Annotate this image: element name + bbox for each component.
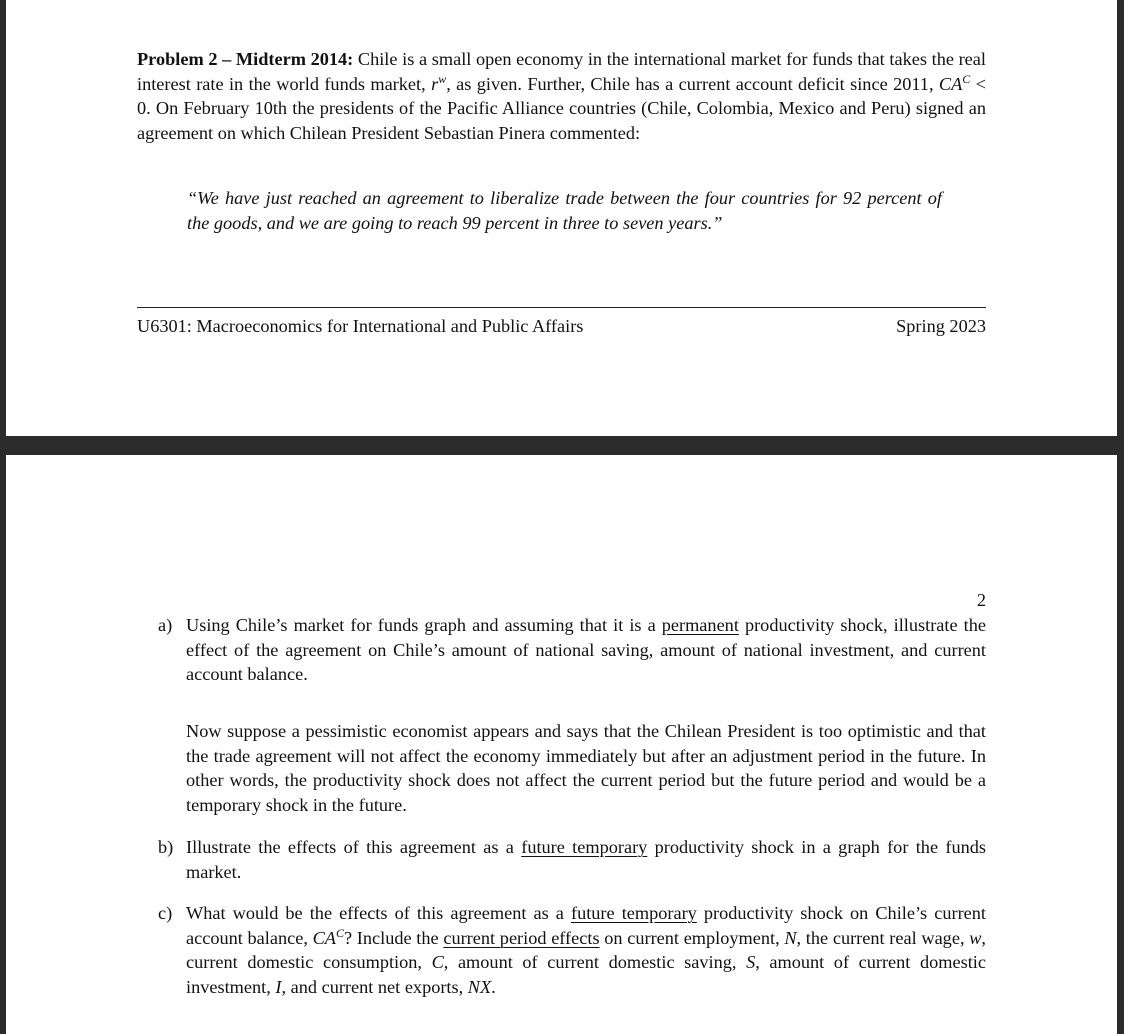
question-c [137,901,986,999]
question-a [137,613,986,687]
underlined-term: permanent [661,615,739,635]
problem-text-3: < 0. On February 10th the presidents of the Pacific Alliance countries (Chile, Colombia, Mexico and Peru) signed an agreement on which Chilean President Sebastian Pinera commented: [137,73,986,143]
text: , amount of current domestic investment, [186,952,986,997]
sup-c: C [962,71,971,86]
footer-divider [137,307,986,308]
var-c: C [431,952,444,973]
text: . [491,976,496,997]
problem-text-1: Chile is a small open economy in the international market for funds that takes the real interest rate in the world funds market, [137,49,986,94]
paragraph-text: Now suppose a pessimistic economist appears and says that the Chilean President is too optimistic and that the trade agreement will not affect the economy immediately but after an adjustment period in the future. In other words, the productivity shock does not affect the current period but the future period and would be a temporary shock in the future. [186,721,986,815]
problem-heading: Problem 2 – Midterm 2014: [137,49,354,69]
text: productivity shock, illustrate the effect of the agreement on Chile’s amount of national saving, amount of national investment, and current account balance. [186,615,986,685]
text: productivity shock in a graph for the funds market. [186,837,986,882]
var-r: r [431,73,439,94]
question-b-text [186,835,986,884]
term-label: Spring 2023 [896,316,986,336]
sup-w: w [438,71,447,86]
page-separator [0,436,1124,455]
pessimist-paragraph [137,719,986,817]
var-ca: CA [312,927,336,948]
text: , current domestic consumption, [186,927,986,973]
question-a-text [186,613,986,687]
pdf-page-2 [6,455,1117,1034]
text: on current employment, [599,927,785,948]
var-i: I [275,976,282,997]
var-w: w [969,927,982,948]
var-s: S [746,952,756,973]
pdf-page-1 [6,0,1117,436]
problem-text-2: , as given. Further, Chile has a current account deficit since 2011, [446,73,939,94]
question-label: a) [158,615,173,635]
underlined-term: current period effects [443,927,600,948]
text: ? Include the [344,927,444,948]
page-number: 2 [976,590,986,610]
underlined-term: future temporary [521,837,648,857]
text: productivity shock on Chile’s current account balance, [186,903,986,948]
pinera-quote: “We have just reached an agreement to liberalize trade between the four countries for 92 percent of the goods, and we are going to reach 99 percent in three to seven years.” [187,188,942,233]
text: What would be the effects of this agreement as a [186,903,571,923]
text: , and current net exports, [281,976,468,997]
course-title: U6301: Macroeconomics for International and Public Affairs [137,316,584,336]
var-ca: CA [938,73,963,94]
var-n: N [784,927,797,948]
sup-c: C [335,925,344,940]
var-nx: NX [467,976,492,997]
text: , amount of current domestic saving, [443,952,747,973]
question-label: c) [158,903,173,923]
problem-statement [137,47,986,145]
question-b [137,835,986,884]
underlined-term: future temporary [570,903,697,923]
text: Illustrate the effects of this agreement as a [186,837,522,857]
question-c-text [186,901,986,999]
question-label: b) [158,837,174,857]
text: Using Chile’s market for funds graph and assuming that it is a [186,615,662,635]
text: , the current real wage, [796,927,970,948]
